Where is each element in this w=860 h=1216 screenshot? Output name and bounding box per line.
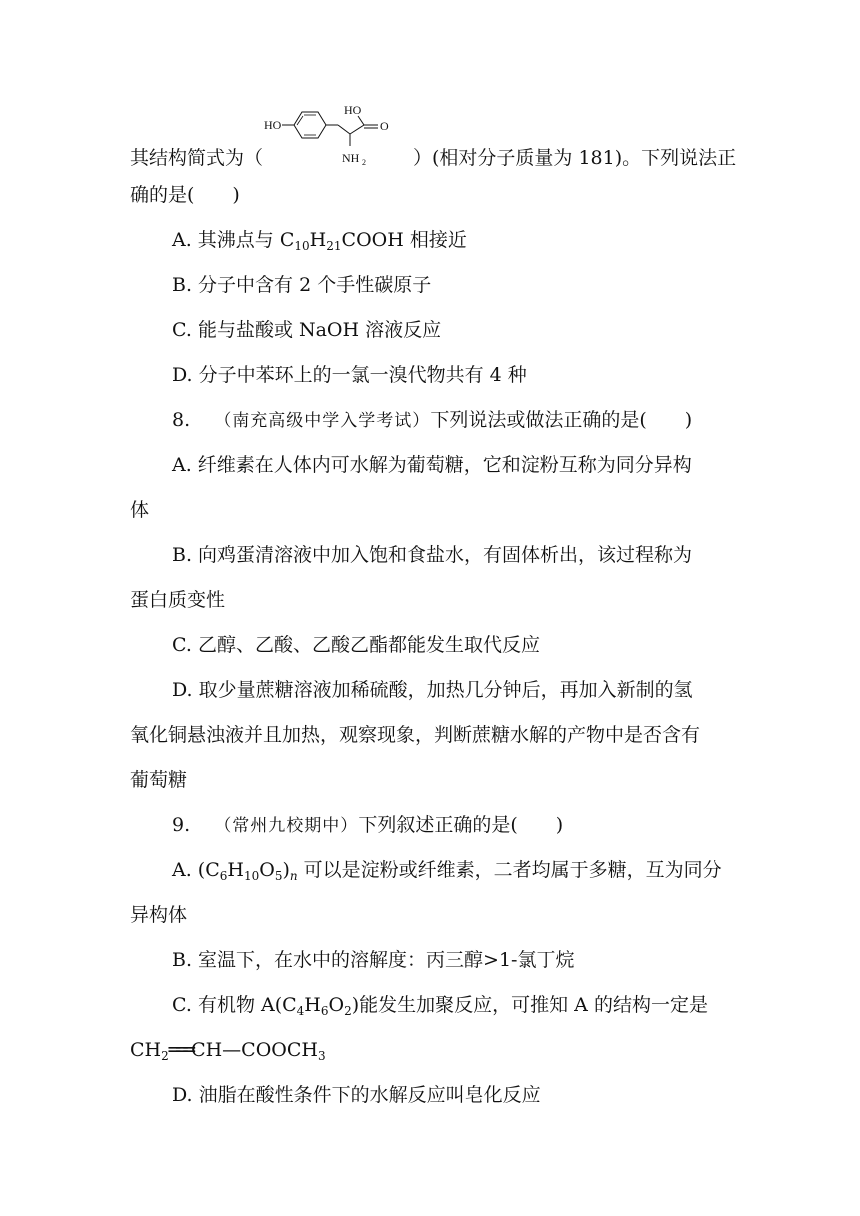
- q8-option-d-line3: 葡萄糖: [130, 769, 188, 791]
- q7-stem-line2: 确的是( ): [130, 184, 240, 206]
- q8-source: （南充高级中学入学考试）: [214, 411, 431, 431]
- q7-stem-b: ）(相对分子质量为 181)。下列说法正: [413, 147, 737, 169]
- q8-option-b-line2: 蛋白质变性: [130, 589, 226, 611]
- q8-stem: [172, 405, 730, 436]
- q8-number: 8.: [172, 409, 191, 431]
- q9-option-c-line2: $CH_2═══CH—COOCH_3$: [130, 1039, 326, 1063]
- q7-stem-line1: [130, 143, 737, 173]
- q9-option-c-line1: C. 有机物 $A(C_4H_6O_2)$能发生加聚反应，可推知 A 的结构一定是: [172, 994, 708, 1018]
- o-label: O: [380, 119, 389, 133]
- q7-option-c: C. 能与盐酸或 NaOH 溶液反应: [172, 319, 442, 341]
- q7-option-a: A. 其沸点与 $C_{10}H_{21}COOH$ 相接近: [172, 229, 467, 253]
- q8-stem-text: 下列说法或做法正确的是( ): [430, 409, 693, 431]
- q8-option-b-line1: B. 向鸡蛋清溶液中加入饱和食盐水，有固体析出，该过程称为: [172, 544, 693, 566]
- q9-option-d: D. 油脂在酸性条件下的水解反应叫皂化反应: [172, 1084, 541, 1106]
- q7-option-d: D. 分子中苯环上的一氯一溴代物共有 4 种: [172, 364, 527, 386]
- q9-stem: [172, 810, 772, 841]
- benzene-ring: [294, 112, 326, 138]
- q9-option-a-line1: A. $(C_6H_{10}O_5)_n$ 可以是淀粉或纤维素，二者均属于多糖，互为同分: [172, 859, 722, 883]
- ho-top-label: HO: [344, 103, 362, 117]
- q9-source: （常州九校期中）: [214, 816, 359, 836]
- q7-stem-a: 其结构简式为（: [130, 147, 264, 169]
- q9-number: 9.: [172, 814, 191, 836]
- ho-left-label: HO: [264, 118, 282, 132]
- q8-option-a-line2: 体: [130, 499, 150, 521]
- nh-label: NH: [342, 151, 360, 165]
- q8-option-a-line1: A. 纤维素在人体内可水解为葡萄糖，它和淀粉互称为同分异构: [172, 454, 692, 476]
- q9-option-a-line2: 异构体: [130, 904, 188, 926]
- q8-option-d-line2: 氧化铜悬浊液并且加热，观察现象，判断蔗糖水解的产物中是否含有: [130, 724, 701, 746]
- q9-stem-text: 下列叙述正确的是( ): [358, 814, 564, 836]
- q7-option-b: B. 分子中含有 2 个手性碳原子: [172, 274, 432, 296]
- nh2-subscript: 2: [362, 158, 366, 167]
- q9-option-b: B. 室温下，在水中的溶解度：丙三醇>1-氯丁烷: [172, 949, 575, 971]
- q8-option-d-line1: D. 取少量蔗糖溶液加稀硫酸，加热几分钟后，再加入新制的氢: [172, 679, 693, 701]
- q8-option-c: C. 乙醇、乙酸、乙酸乙酯都能发生取代反应: [172, 634, 540, 656]
